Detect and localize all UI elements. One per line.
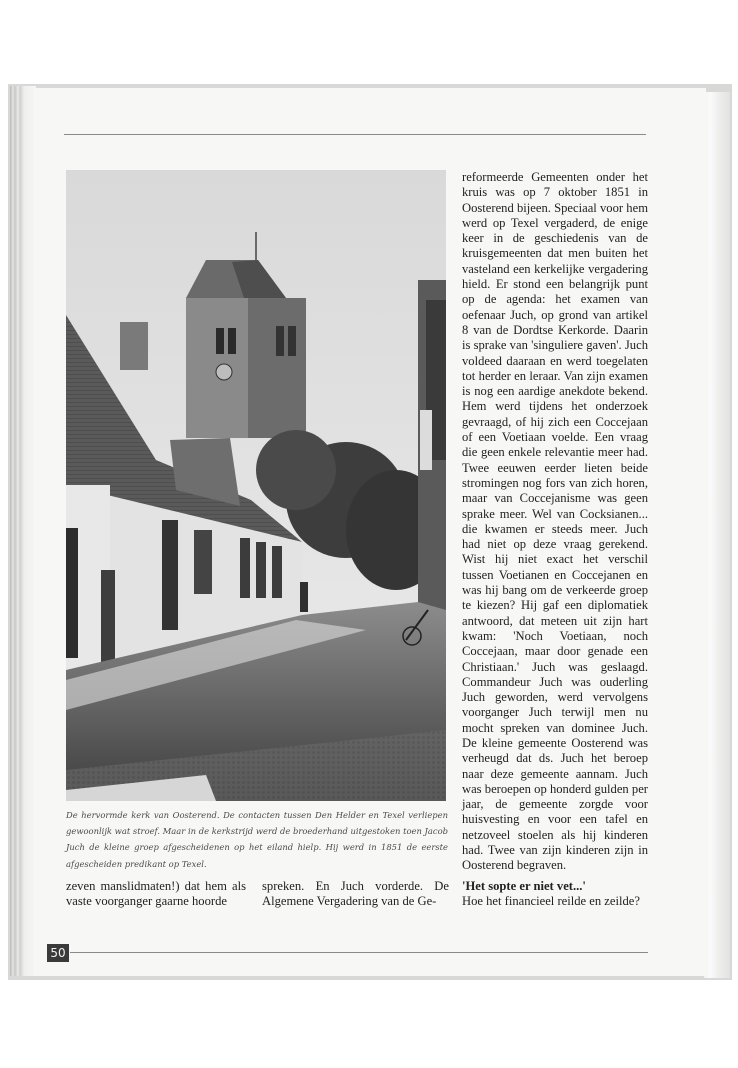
church-photo-image [66, 170, 446, 801]
top-rule [64, 134, 646, 135]
page-stack-right-edge [704, 92, 730, 978]
photo-caption: De hervormde kerk van Oosterend. De contacten tussen Den Helder en Texel verliepen gewoonlijk wat stroef. Maar in de kerkstrijd werd de broederhand uitgestoken toen Jacob Juch de kleine groep afgescheidenen op het eiland hielp. Hij werd in 1851 de eerste afgescheiden predikant op Texel. [66, 810, 448, 869]
right-column-text: reformeerde Gemeenten onder het kruis was op 7 oktober 1851 in Oosterend bijeen. Speciaal voor hem werd op Texel vergaderd, de enige keer in de geschiedenis van de kruisgemeenten dat men buiten het vasteland een kerkelijke vergadering hield. Er stond een belangrijk punt op de agenda: het examen van oefenaar Juch, op grond van artikel 8 van de Dordtse Kerkorde. Daarin is sprake van 'singuliere gaven'. Juch voldeed daaraan en werd toegelaten tot herder en leraar. Van zijn examen is nog een aardige anekdote bekend. Hem werd tijdens het onderzoek gevraagd, of hij zich een Coccejaan of een Voetiaan voelde. Een vraag die geen enkele relevantie meer had. Twee eeuwen eerder lieten beide stromingen nog fors van zich horen, maar van Coccejanisme was geen sprake meer. Wel van Cocksianen... die kwamen er steeds meer. Juch had niet op deze vraag gerekend. Wist hij niet exact het verschil tussen Voetianen en Coccejanen en was hij bang om de verkeerde groep te kiezen? Hij gaf een diplomatiek antwoord, dat meteen uit zijn hart kwam: 'Noch Voetiaan, noch Coccejaan, maar door genade een Christiaan.' Juch was geslaagd. Commandeur Juch was ouderling Juch geworden, werd vervolgens voorganger Juch terwijl men nu mocht spreken van dominee Juch. De kleine gemeente Oosterend was verheugd dat ds. Juch het beroep naar deze gemeente aannam. Juch was beroepen op honderd gulden per jaar, de gemeente zorgde voor huisvesting en voor een tafel en netzoveel stoelen als hij kinderen had. Twee van zijn kinderen zijn in Oosterend begraven. [462, 170, 648, 873]
church-photo [66, 170, 446, 801]
bottom-rule [70, 952, 648, 953]
section-subheading: 'Het sopte er niet vet...' [462, 879, 586, 893]
page-stack-left-edge [10, 86, 36, 976]
page-number: 50 [47, 944, 69, 962]
bottom-column-2-text: spreken. En Juch vorderde. De Algemene Vergadering van de Ge- [262, 879, 449, 909]
bottom-column-3 [462, 879, 652, 910]
bottom-column-1-text: zeven manslidmaten!) dat hem als vaste voorganger gaarne hoorde [66, 879, 246, 909]
bottom-column-3-text: Hoe het financieel reilde en zeilde? [462, 894, 640, 909]
